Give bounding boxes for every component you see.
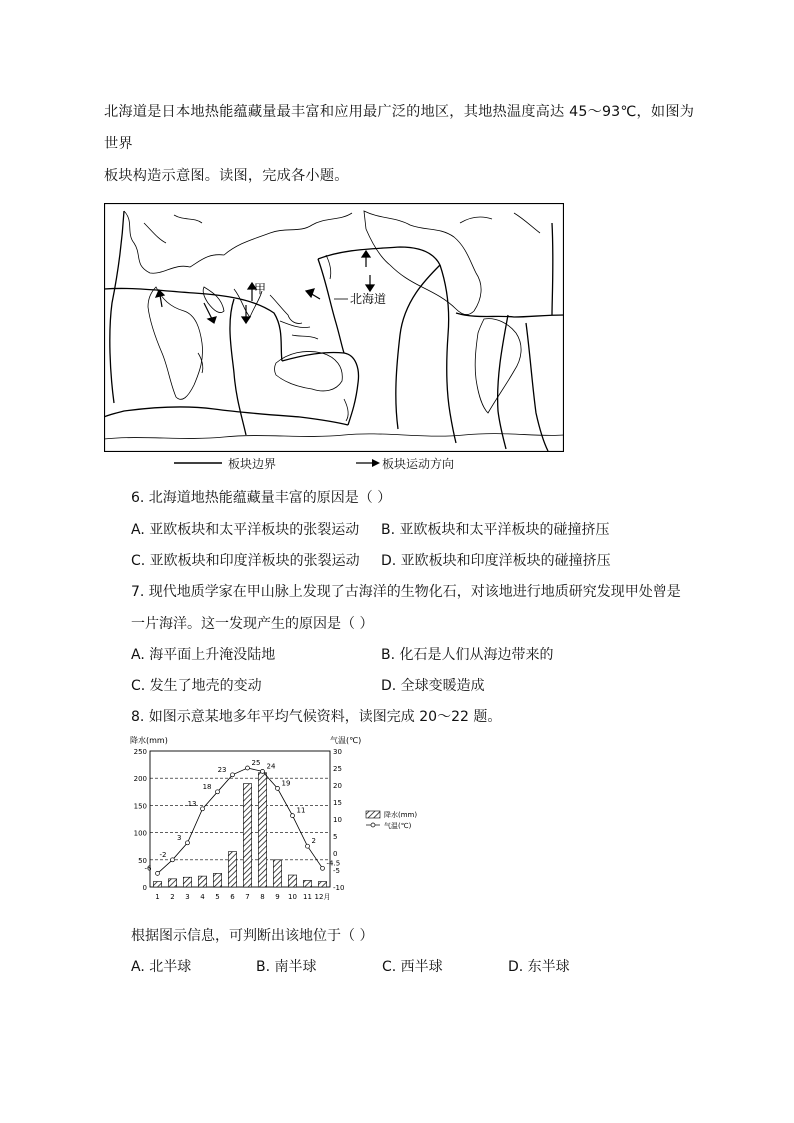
left-tick-label: 100 [133,829,147,838]
x-tick-label: 5 [215,893,220,901]
temperature-line [145,759,341,875]
right-tick-label: 25 [333,765,342,773]
temp-point [276,786,280,790]
temp-point [156,871,160,875]
temp-point [306,844,310,848]
temp-value-label: 23 [217,765,227,774]
q8-option-c[interactable]: C. 西半球 [382,959,443,975]
legend-temp-marker [371,823,375,827]
temp-point [216,790,220,794]
x-tick-label: 1 [155,893,160,901]
precip-bar [303,880,311,887]
precip-bar [168,879,176,887]
q6-option-b[interactable]: B. 亚欧板块和太平洋板块的碰撞挤压 [381,522,610,538]
intro-line-1: 北海道是日本地热能蕴藏量最丰富和应用最广泛的地区，其地热温度高达 45～93℃，如图为世界 [104,104,695,152]
right-tick-label: 15 [333,799,342,807]
x-tick-label: 4 [200,893,205,901]
temp-value-label: -6 [144,864,152,873]
x-tick-label: 10 [288,893,297,901]
intro-line-2: 板块构造示意图。读图，完成各小题。 [104,168,349,184]
q8-sub-stem: 根据图示信息，可判断出该地位于（ ） [131,928,374,944]
right-tick-label: 30 [333,748,342,756]
temp-value-label: 2 [311,837,316,846]
precip-bar [273,860,281,887]
q7-option-d[interactable]: D. 全球变暖造成 [381,678,485,694]
left-tick-label: 150 [133,802,147,811]
q7-option-b[interactable]: B. 化石是人们从海边带来的 [381,647,554,663]
chart-legend [366,810,417,830]
right-tick-label: 10 [333,816,342,824]
left-tick-label: 50 [138,856,147,865]
right-tick-label: -5 [333,867,340,875]
temp-point [171,858,175,862]
right-tick-label: 20 [333,782,342,790]
q7-option-c[interactable]: C. 发生了地壳的变动 [131,678,262,694]
legend-temp-label: 气温(℃) [384,822,412,830]
temp-point [201,807,205,811]
precip-bar [288,875,296,887]
x-tick-label: 12月 [314,893,331,901]
temp-value-label: 13 [187,799,197,808]
legend-precip-swatch [366,811,380,818]
x-tick-label: 2 [170,893,175,901]
temp-point [291,814,295,818]
right-tick-label: 5 [333,833,338,841]
q8-option-a[interactable]: A. 北半球 [131,959,192,975]
q6-stem: 6. 北海道地热能蕴藏量丰富的原因是（ ） [131,490,392,506]
right-tick-label: 0 [333,850,338,858]
legend-boundary-label: 板块边界 [228,457,277,471]
precip-bar [183,877,191,887]
right-tick-label: -10 [333,884,345,892]
left-axis-title: 降水(mm) [130,736,168,745]
temp-value-label: 19 [281,779,291,788]
temp-point [321,866,325,870]
label-jia: 甲 [254,282,267,296]
temp-value-label: 3 [177,833,182,842]
q7-stem-line-1: 7. 现代地质学家在甲山脉上发现了古海洋的生物化石，对该地进行地质研究发现甲处曾是 [131,584,681,600]
x-tick-label: 3 [185,893,190,901]
x-tick-label: 8 [260,893,265,901]
q6-option-a[interactable]: A. 亚欧板块和太平洋板块的张裂运动 [131,522,360,538]
temp-point [246,766,250,770]
temp-value-label: 11 [296,806,306,815]
x-axis-labels [155,893,330,901]
temp-value-label: 18 [202,782,212,791]
q8-option-b[interactable]: B. 南半球 [256,959,317,975]
q6-option-c[interactable]: C. 亚欧板块和印度洋板块的张裂运动 [131,553,360,569]
temp-value-label: -4.5 [326,859,341,868]
left-tick-label: 200 [133,775,147,784]
q8-stem: 8. 如图示意某地多年平均气候资料，读图完成 20～22 题。 [131,709,502,725]
left-tick-label: 250 [133,748,147,756]
chart-axes [134,748,345,892]
right-axis-title: 气温(℃) [330,736,362,745]
precip-bar [213,873,221,887]
x-tick-label: 6 [230,893,235,901]
precip-bar [228,852,236,887]
temp-value-label: 24 [266,762,276,771]
q7-stem-line-2: 一片海洋。这一发现产生的原因是（ ） [131,616,374,632]
label-hokkaido: 北海道 [350,292,387,306]
temp-value-label: -2 [159,850,167,859]
intro-paragraph [104,96,704,192]
precip-bar [153,882,161,887]
legend-precip-label: 降水(mm) [384,811,418,819]
precip-bar [243,784,251,887]
temp-value-label: 25 [251,759,261,767]
left-tick-label: 0 [142,884,147,892]
climate-chart [130,733,470,918]
precipitation-bars [153,773,326,887]
q6-option-d[interactable]: D. 亚欧板块和印度洋板块的碰撞挤压 [381,553,611,569]
x-tick-label: 9 [275,893,280,901]
precip-bar [318,882,326,887]
precip-bar [198,876,206,887]
temp-point [261,769,265,773]
x-tick-label: 11 [303,893,312,901]
map-legend [104,452,564,474]
temp-point [231,773,235,777]
q7-option-a[interactable]: A. 海平面上升淹没陆地 [131,647,276,663]
x-tick-label: 7 [245,893,250,901]
legend-direction-label: 板块运动方向 [382,457,455,471]
temp-point [186,841,190,845]
q8-option-d[interactable]: D. 东半球 [508,959,570,975]
precip-bar [258,773,266,887]
plate-tectonics-map [104,203,564,452]
